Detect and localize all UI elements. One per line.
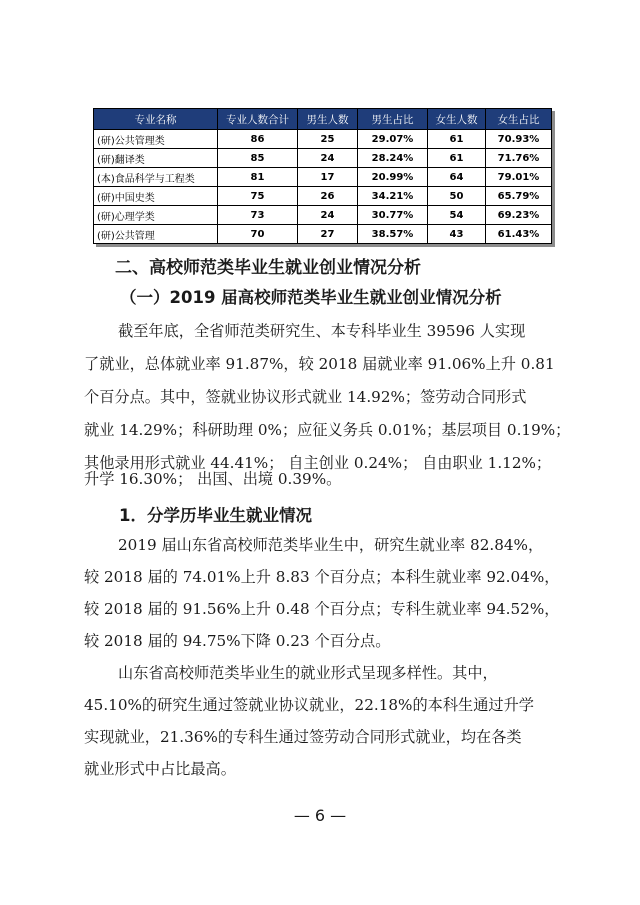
cell-major-name: (研)公共管理类 [94,130,218,149]
cell-female-count: 64 [428,168,486,187]
cell-male-count: 27 [298,225,358,244]
header-male-count: 男生人数 [298,109,358,130]
cell-total: 70 [218,225,298,244]
cell-male-ratio: 34.21% [358,187,428,206]
paragraph-line: 截至年底，全省师范类研究生、本专科毕业生 39596 人实现 [118,322,526,340]
table-row [94,187,552,206]
subsection-heading: （一）2019 届高校师范类毕业生就业创业情况分析 [120,288,502,307]
paragraph-line: 个百分点。其中，签就业协议形式就业 14.92%；签劳动合同形式 [84,388,527,406]
cell-major-name: (本)食品科学与工程类 [94,168,218,187]
cell-female-ratio: 71.76% [486,149,552,168]
cell-male-ratio: 28.24% [358,149,428,168]
paragraph-line: 就业 14.29%；科研助理 0%；应征义务兵 0.01%；基层项目 0.19%； [84,421,571,439]
paragraph-line: 较 2018 届的 74.01%上升 8.83 个百分点；本科生就业率 92.04%， [84,568,560,586]
cell-major-name: (研)中国史类 [94,187,218,206]
cell-female-ratio: 65.79% [486,187,552,206]
paragraph-line: 就业形式中占比最高。 [84,760,236,778]
paragraph-line: 2019 届山东省高校师范类毕业生中，研究生就业率 82.84%， [118,536,544,554]
paragraph-line: 45.10%的研究生通过签就业协议就业，22.18%的本科生通过升学 [84,696,534,714]
cell-male-ratio: 29.07% [358,130,428,149]
table-row [94,168,552,187]
section-heading: 二、高校师范类毕业生就业创业情况分析 [115,258,421,278]
cell-male-count: 24 [298,206,358,225]
page-number: — 6 — [293,806,347,825]
cell-female-ratio: 69.23% [486,206,552,225]
paragraph-line: 了就业，总体就业率 91.87%，较 2018 届就业率 91.06%上升 0.81 [84,355,555,373]
cell-male-count: 24 [298,149,358,168]
cell-female-ratio: 61.43% [486,225,552,244]
table-row [94,149,552,168]
subsection2-heading: 1．分学历毕业生就业情况 [119,506,312,525]
cell-total: 86 [218,130,298,149]
table-row [94,130,552,149]
cell-major-name: (研)翻译类 [94,149,218,168]
cell-major-name: (研)心理学类 [94,206,218,225]
cell-female-count: 61 [428,130,486,149]
paragraph-line: 升学 16.30%； 出国、出境 0.39%。 [84,470,342,488]
cell-female-count: 61 [428,149,486,168]
major-gender-table [93,108,552,244]
cell-female-ratio: 70.93% [486,130,552,149]
table-row [94,206,552,225]
cell-female-ratio: 79.01% [486,168,552,187]
header-male-ratio: 男生占比 [358,109,428,130]
table-header-row [94,109,552,130]
header-female-count: 女生人数 [428,109,486,130]
cell-male-count: 17 [298,168,358,187]
header-female-ratio: 女生占比 [486,109,552,130]
cell-male-ratio: 38.57% [358,225,428,244]
cell-female-count: 54 [428,206,486,225]
cell-male-ratio: 20.99% [358,168,428,187]
paragraph-line: 山东省高校师范类毕业生的就业形式呈现多样性。其中， [118,664,498,682]
paragraph-line: 实现就业，21.36%的专科生通过签劳动合同形式就业，均在各类 [84,728,522,746]
cell-male-count: 25 [298,130,358,149]
header-major-name: 专业名称 [94,109,218,130]
header-total: 专业人数合计 [218,109,298,130]
paragraph-line: 较 2018 届的 94.75%下降 0.23 个百分点。 [84,632,391,650]
cell-total: 73 [218,206,298,225]
cell-total: 85 [218,149,298,168]
paragraph-line: 较 2018 届的 91.56%上升 0.48 个百分点；专科生就业率 94.52%， [84,600,560,618]
cell-female-count: 43 [428,225,486,244]
cell-total: 75 [218,187,298,206]
cell-total: 81 [218,168,298,187]
table-row [94,225,552,244]
cell-major-name: (研)公共管理 [94,225,218,244]
cell-male-ratio: 30.77% [358,206,428,225]
cell-male-count: 26 [298,187,358,206]
paragraph-line: 其他录用形式就业 44.41%； 自主创业 0.24%； 自由职业 1.12%； [84,454,552,472]
cell-female-count: 50 [428,187,486,206]
